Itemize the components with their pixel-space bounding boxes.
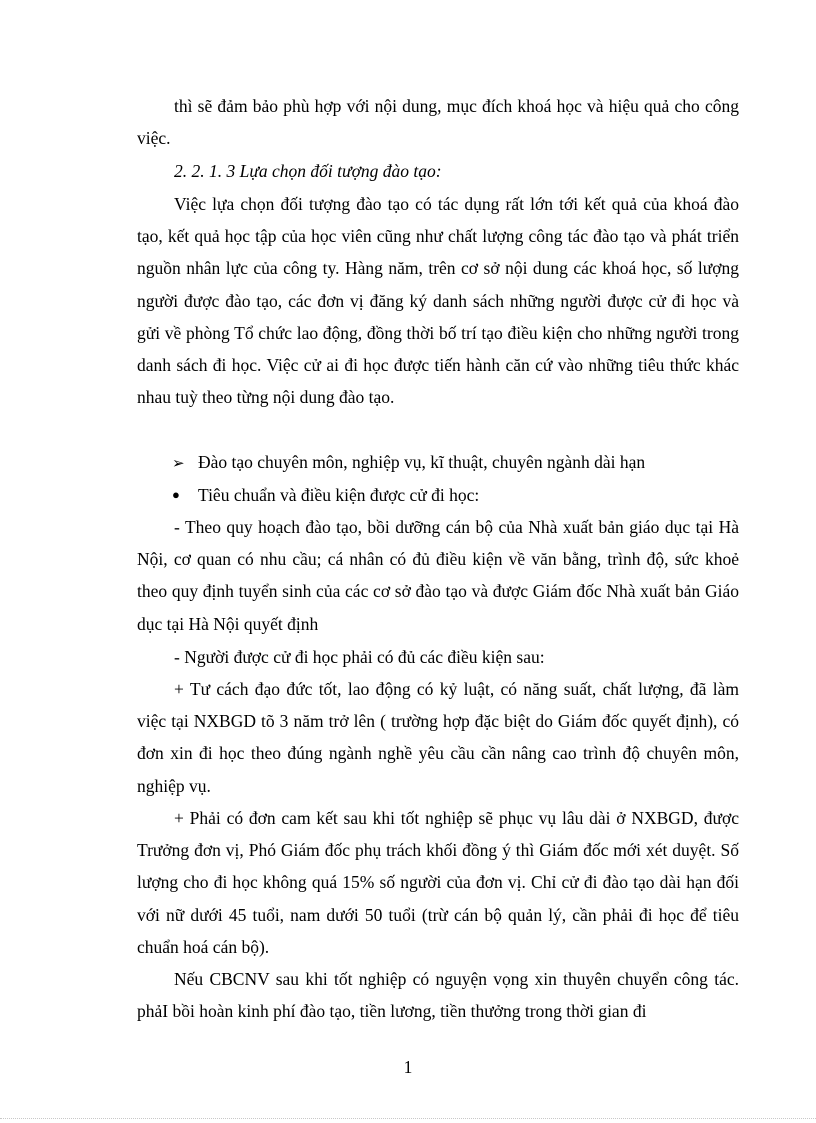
- paragraph-planning-criteria: - Theo quy hoạch đào tạo, bồi dưỡng cán bộ của Nhà xuất bản giáo dục tại Hà Nội, cơ quan có nhu cầu; cá nhân có đủ điều kiện về văn bằng, trình độ, sức khoẻ theo quy định tuyển sinh của các cơ sở đào tạo và được Giám đốc Nhà xuất bản Giáo dục tại Hà Nội quyết định: [137, 517, 739, 634]
- arrow-bullet-icon: ➢: [172, 456, 185, 472]
- page-bottom-divider: [0, 1118, 816, 1119]
- paragraph-requirement-conduct: + Tư cách đạo đức tốt, lao động có kỷ luật, có năng suất, chất lượng, đã làm việc tại NXBGD tõ 3 năm trở lên ( trường hợp đặc biệt do Giám đốc quyết định), có đơn xin đi học theo đúng ngành nghề yêu cầu cần nâng cao trình độ chuyên môn, nghiệp vụ.: [137, 679, 739, 796]
- paragraph-requirement-commitment: + Phải có đơn cam kết sau khi tốt nghiệp sẽ phục vụ lâu dài ở NXBGD, được Trưởng đơn vị, Phó Giám đốc phụ trách khối đồng ý thì Giám đốc mới xét duyệt. Số lượng cho đi học không quá 15% số người của đơn vị. Chỉ cử đi đào tạo dài hạn đối với nữ dưới 45 tuổi, nam dưới 50 tuổi (trừ cán bộ quản lý, cần phải đi học để tiêu chuẩn hoá cán bộ).: [137, 808, 739, 957]
- paragraph-requirements-intro: - Người được cử đi học phải có đủ các điều kiện sau:: [174, 647, 545, 667]
- section-heading: 2. 2. 1. 3 Lựa chọn đối tượng đào tạo:: [174, 161, 442, 181]
- page-number: 1: [403, 1057, 413, 1077]
- bullet-text: Tiêu chuẩn và điều kiện được cử đi học:: [198, 485, 480, 505]
- bullet-item-long-term-training: [172, 446, 645, 480]
- paragraph-transfer-reimbursement: Nếu CBCNV sau khi tốt nghiệp có nguyện vọng xin thuyên chuyển công tác. phảI bồi hoàn kinh phí đào tạo, tiền lương, tiền thưởng trong thời gian đi: [137, 969, 739, 1022]
- bullet-item-criteria: [172, 479, 479, 513]
- bullet-text: Đào tạo chuyên môn, nghiệp vụ, kĩ thuật, chuyên ngành dài hạn: [198, 452, 646, 472]
- dot-bullet-icon: ●: [172, 487, 180, 502]
- paragraph-selection-intro: Việc lựa chọn đối tượng đào tạo có tác dụng rất lớn tới kết quả của khoá đào tạo, kết quả học tập của học viên cũng như chất lượng công tác đào tạo và phát triển nguồn nhân lực của công ty. Hàng năm, trên cơ sở nội dung các khoá học, số lượng người được đào tạo, các đơn vị đăng ký danh sách những người được cử đi học và gửi về phòng Tổ chức lao động, đồng thời bố trí tạo điều kiện cho những người trong danh sách đi học. Việc cử ai đi học được tiến hành căn cứ vào những tiêu thức khác nhau tuỳ theo từng nội dung đào tạo.: [137, 194, 739, 408]
- paragraph-continuation: thì sẽ đảm bảo phù hợp với nội dung, mục đích khoá học và hiệu quả cho công việc.: [137, 96, 739, 149]
